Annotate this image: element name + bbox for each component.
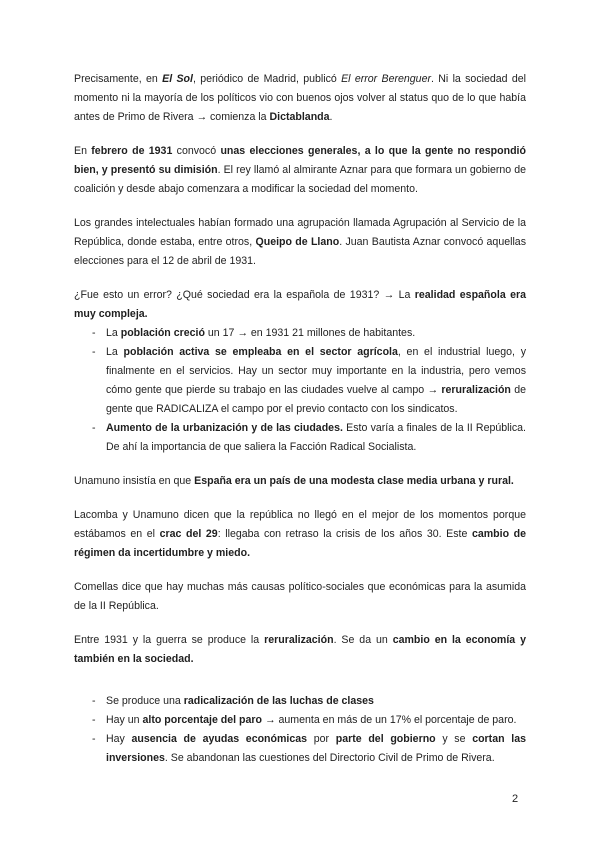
list-item [74, 730, 526, 768]
text: . Se abandonan las cuestiones del Directorio Civil de Primo de Rivera. [164, 752, 495, 764]
text: Esto varía a finales de la II República. De ahí la importancia de que saliera la Facción Radical Socialista. [106, 422, 526, 453]
text-bold: población activa se empleaba en el sector agrícola [123, 346, 398, 358]
text-bold: cambio en la economía y también en la sociedad. [74, 634, 526, 665]
paragraph-pregunta [74, 286, 526, 324]
text: En [74, 145, 92, 157]
text: Precisamente, en [74, 73, 163, 85]
text-bold: realidad española era muy compleja. [74, 289, 526, 320]
text-bold: población creció [120, 327, 205, 339]
text: de gente que RADICALIZA el campo por el previo contacto con los sindicatos. [106, 384, 527, 415]
text: . Juan Bautista Aznar convocó aquellas elecciones para el 12 de abril de 1931. [74, 236, 526, 267]
list-sociedad [74, 324, 526, 457]
text: Hay [106, 733, 132, 745]
paragraph-intelectuales [74, 214, 526, 271]
text-bold: radicalización de las luchas de clases [183, 695, 374, 707]
paragraph-comellas [74, 578, 526, 616]
text: un 17 → en 1931 21 millones de habitantes. [204, 327, 416, 339]
page-body [74, 70, 526, 768]
paragraph-reruralizacion [74, 631, 526, 669]
text: La [106, 346, 124, 358]
text: Se produce una [106, 695, 184, 707]
text: ¿Fue esto un error? ¿Qué sociedad era la española de 1931? → La [74, 289, 415, 301]
list-item [74, 692, 526, 711]
text: : llegaba con retraso la crisis de los años 30. Este [217, 528, 472, 540]
list-item [74, 324, 526, 343]
text: . El rey llamó al almirante Aznar para que formara un gobierno de coalición y desde abajo comenzara a modificar la sociedad del momento. [74, 164, 527, 195]
text-bold-italic: El Sol [162, 73, 193, 85]
text-bold: reruralización [264, 634, 334, 646]
text-bold: crac del 29 [159, 528, 218, 540]
text: . Ni la sociedad del momento ni la mayoría de los políticos vio con buenos ojos volver al status quo de lo que había antes de Primo de Rivera → comienza la [74, 73, 526, 123]
text: → aumenta en más de un 17% el porcentaje de paro. [262, 714, 517, 726]
text: por [307, 733, 336, 745]
text: y se [435, 733, 473, 745]
text: . Se da un [333, 634, 393, 646]
text: Unamuno insistía en que [74, 475, 195, 487]
text-bold: España era un país de una modesta clase media urbana y rural. [194, 475, 514, 487]
text-bold: unas elecciones generales, a lo que la gente no respondió bien, y presentó su dimisión [74, 145, 526, 176]
text-bold: ausencia de ayudas económicas [131, 733, 308, 745]
list-item [74, 711, 526, 730]
text-bold: Aumento de la urbanización y de las ciudades. [106, 422, 343, 434]
list-item [74, 343, 526, 419]
page-number: 2 [512, 793, 519, 805]
text: convocó [172, 145, 221, 157]
text: . [329, 111, 333, 123]
text: La [106, 327, 121, 339]
paragraph-febrero-1931 [74, 142, 526, 199]
list-cambios [74, 692, 526, 768]
text: Entre 1931 y la guerra se produce la [74, 634, 265, 646]
text: Comellas dice que hay muchas más causas político-sociales que económicas para la asumida de la II República. [74, 581, 526, 612]
text-bold: cortan las inversiones [106, 733, 526, 764]
text-bold: Queipo de Llano [255, 236, 340, 248]
text: , en el industrial luego, y finalmente en el servicios. Hay un sector muy importante en la industria, pero vemos cómo gente que pierde su trabajo en las ciudades vuelve al campo → [106, 346, 527, 396]
text: Hay un [106, 714, 143, 726]
text-italic: El error Berenguer [341, 73, 431, 85]
text: Lacomba y Unamuno dicen que la república no llegó en el mejor de los momentos porque estábamos en el [74, 509, 526, 540]
text-bold: febrero de 1931 [91, 145, 173, 157]
list-item [74, 419, 526, 457]
paragraph-unamuno [74, 472, 526, 491]
paragraph-el-sol [74, 70, 526, 127]
text: , periódico de Madrid, publicó [192, 73, 342, 85]
text-bold: cambio de régimen da incertidumbre y miedo. [74, 528, 526, 559]
text-bold: alto porcentaje del paro [142, 714, 263, 726]
text: Los grandes intelectuales habían formado una agrupación llamada Agrupación al Servicio de la República, donde estaba, entre otros, [74, 217, 526, 248]
text-bold: Dictablanda [269, 111, 330, 123]
text-bold: parte del gobierno [335, 733, 436, 745]
text-bold: reruralización [441, 384, 511, 396]
paragraph-lacomba [74, 506, 526, 563]
